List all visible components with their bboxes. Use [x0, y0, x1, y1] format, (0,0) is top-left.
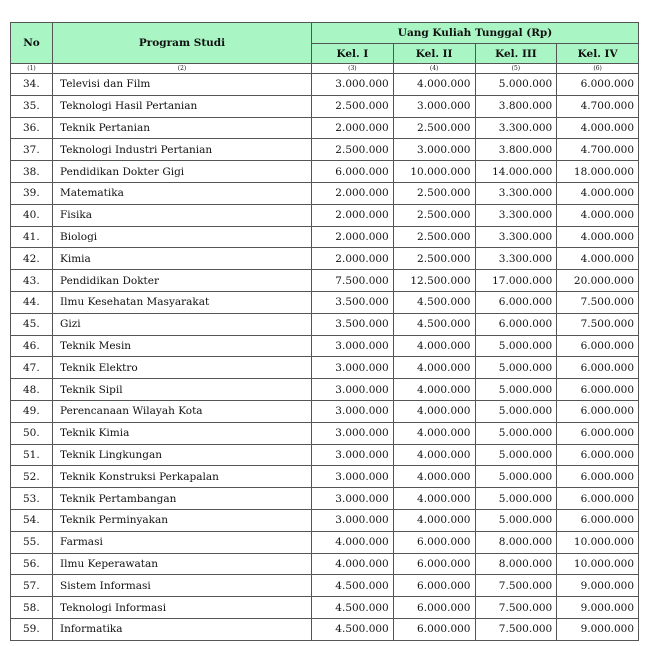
- fee-kel-2: 2.500.000: [393, 182, 475, 204]
- table-body: [11, 74, 639, 641]
- fee-kel-4: 4.000.000: [557, 226, 639, 248]
- program-studi-name: Teknologi Industri Pertanian: [53, 139, 312, 161]
- fee-kel-1: 3.500.000: [312, 313, 394, 335]
- fee-kel-2: 6.000.000: [393, 575, 475, 597]
- fee-kel-4: 10.000.000: [557, 553, 639, 575]
- fee-kel-1: 3.500.000: [312, 291, 394, 313]
- fee-kel-1: 4.500.000: [312, 575, 394, 597]
- column-index: (3): [312, 64, 394, 74]
- row-number: 55.: [11, 531, 53, 553]
- fee-kel-3: 8.000.000: [475, 553, 557, 575]
- ukt-table-wrapper: [10, 22, 639, 641]
- fee-kel-4: 18.000.000: [557, 161, 639, 183]
- program-studi-name: Informatika: [53, 618, 312, 640]
- column-index: (2): [53, 64, 312, 74]
- program-studi-name: Teknik Mesin: [53, 335, 312, 357]
- table-row: [11, 248, 639, 270]
- header-kel-3: Kel. III: [475, 44, 557, 64]
- fee-kel-2: 4.000.000: [393, 74, 475, 96]
- table-row: [11, 291, 639, 313]
- program-studi-name: Ilmu Kesehatan Masyarakat: [53, 291, 312, 313]
- program-studi-name: Teknologi Hasil Pertanian: [53, 95, 312, 117]
- fee-kel-1: 7.500.000: [312, 270, 394, 292]
- fee-kel-2: 4.000.000: [393, 400, 475, 422]
- row-number: 39.: [11, 182, 53, 204]
- fee-kel-1: 3.000.000: [312, 422, 394, 444]
- fee-kel-3: 3.300.000: [475, 117, 557, 139]
- program-studi-name: Ilmu Keperawatan: [53, 553, 312, 575]
- fee-kel-1: 3.000.000: [312, 379, 394, 401]
- fee-kel-1: 3.000.000: [312, 335, 394, 357]
- fee-kel-4: 4.000.000: [557, 248, 639, 270]
- fee-kel-3: 5.000.000: [475, 444, 557, 466]
- fee-kel-3: 17.000.000: [475, 270, 557, 292]
- table-row: [11, 553, 639, 575]
- row-number: 34.: [11, 74, 53, 96]
- row-number: 53.: [11, 488, 53, 510]
- table-row: [11, 270, 639, 292]
- fee-kel-3: 7.500.000: [475, 618, 557, 640]
- fee-kel-3: 5.000.000: [475, 74, 557, 96]
- table-row: [11, 531, 639, 553]
- fee-kel-4: 6.000.000: [557, 379, 639, 401]
- fee-kel-2: 6.000.000: [393, 597, 475, 619]
- program-studi-name: Gizi: [53, 313, 312, 335]
- ukt-table: [10, 22, 639, 641]
- fee-kel-1: 3.000.000: [312, 509, 394, 531]
- row-number: 51.: [11, 444, 53, 466]
- fee-kel-2: 2.500.000: [393, 204, 475, 226]
- fee-kel-4: 9.000.000: [557, 597, 639, 619]
- fee-kel-4: 6.000.000: [557, 422, 639, 444]
- fee-kel-1: 4.000.000: [312, 553, 394, 575]
- fee-kel-3: 6.000.000: [475, 313, 557, 335]
- fee-kel-2: 4.500.000: [393, 291, 475, 313]
- fee-kel-1: 3.000.000: [312, 400, 394, 422]
- program-studi-name: Farmasi: [53, 531, 312, 553]
- fee-kel-3: 5.000.000: [475, 509, 557, 531]
- fee-kel-4: 4.700.000: [557, 139, 639, 161]
- fee-kel-1: 4.500.000: [312, 618, 394, 640]
- row-number: 50.: [11, 422, 53, 444]
- table-row: [11, 226, 639, 248]
- fee-kel-2: 3.000.000: [393, 95, 475, 117]
- fee-kel-4: 4.700.000: [557, 95, 639, 117]
- table-row: [11, 161, 639, 183]
- fee-kel-3: 5.000.000: [475, 400, 557, 422]
- fee-kel-4: 6.000.000: [557, 488, 639, 510]
- program-studi-name: Teknik Pertambangan: [53, 488, 312, 510]
- program-studi-name: Teknik Elektro: [53, 357, 312, 379]
- row-number: 45.: [11, 313, 53, 335]
- fee-kel-3: 3.300.000: [475, 226, 557, 248]
- fee-kel-1: 3.000.000: [312, 444, 394, 466]
- fee-kel-3: 5.000.000: [475, 488, 557, 510]
- fee-kel-4: 7.500.000: [557, 313, 639, 335]
- table-header: [11, 23, 639, 74]
- fee-kel-3: 5.000.000: [475, 466, 557, 488]
- program-studi-name: Perencanaan Wilayah Kota: [53, 400, 312, 422]
- row-number: 52.: [11, 466, 53, 488]
- fee-kel-2: 4.000.000: [393, 466, 475, 488]
- fee-kel-3: 8.000.000: [475, 531, 557, 553]
- fee-kel-3: 14.000.000: [475, 161, 557, 183]
- table-row: [11, 400, 639, 422]
- fee-kel-2: 12.500.000: [393, 270, 475, 292]
- row-number: 49.: [11, 400, 53, 422]
- fee-kel-1: 2.000.000: [312, 248, 394, 270]
- fee-kel-4: 6.000.000: [557, 74, 639, 96]
- table-row: [11, 335, 639, 357]
- program-studi-name: Teknik Konstruksi Perkapalan: [53, 466, 312, 488]
- column-index: (5): [475, 64, 557, 74]
- row-number: 35.: [11, 95, 53, 117]
- column-index: (1): [11, 64, 53, 74]
- fee-kel-2: 6.000.000: [393, 618, 475, 640]
- fee-kel-2: 2.500.000: [393, 248, 475, 270]
- fee-kel-3: 7.500.000: [475, 597, 557, 619]
- fee-kel-2: 4.000.000: [393, 422, 475, 444]
- row-number: 38.: [11, 161, 53, 183]
- table-row: [11, 597, 639, 619]
- fee-kel-3: 5.000.000: [475, 422, 557, 444]
- row-number: 44.: [11, 291, 53, 313]
- fee-kel-1: 3.000.000: [312, 74, 394, 96]
- table-row: [11, 139, 639, 161]
- fee-kel-3: 7.500.000: [475, 575, 557, 597]
- fee-kel-2: 6.000.000: [393, 531, 475, 553]
- program-studi-name: Fisika: [53, 204, 312, 226]
- fee-kel-4: 9.000.000: [557, 618, 639, 640]
- fee-kel-1: 2.500.000: [312, 95, 394, 117]
- fee-kel-3: 3.300.000: [475, 182, 557, 204]
- fee-kel-2: 4.000.000: [393, 357, 475, 379]
- program-studi-name: Teknik Kimia: [53, 422, 312, 444]
- program-studi-name: Televisi dan Film: [53, 74, 312, 96]
- table-row: [11, 575, 639, 597]
- row-number: 36.: [11, 117, 53, 139]
- fee-kel-3: 3.800.000: [475, 95, 557, 117]
- fee-kel-1: 2.500.000: [312, 139, 394, 161]
- row-number: 41.: [11, 226, 53, 248]
- row-number: 57.: [11, 575, 53, 597]
- header-no: No: [11, 23, 53, 64]
- fee-kel-4: 6.000.000: [557, 444, 639, 466]
- program-studi-name: Matematika: [53, 182, 312, 204]
- fee-kel-1: 4.000.000: [312, 531, 394, 553]
- fee-kel-2: 4.000.000: [393, 509, 475, 531]
- column-index: (4): [393, 64, 475, 74]
- column-index: (6): [557, 64, 639, 74]
- fee-kel-4: 4.000.000: [557, 204, 639, 226]
- program-studi-name: Pendidikan Dokter: [53, 270, 312, 292]
- fee-kel-3: 5.000.000: [475, 357, 557, 379]
- row-number: 40.: [11, 204, 53, 226]
- table-row: [11, 618, 639, 640]
- fee-kel-1: 6.000.000: [312, 161, 394, 183]
- table-row: [11, 357, 639, 379]
- table-row: [11, 74, 639, 96]
- program-studi-name: Teknik Pertanian: [53, 117, 312, 139]
- fee-kel-4: 4.000.000: [557, 182, 639, 204]
- program-studi-name: Kimia: [53, 248, 312, 270]
- fee-kel-1: 4.500.000: [312, 597, 394, 619]
- fee-kel-1: 2.000.000: [312, 226, 394, 248]
- fee-kel-1: 3.000.000: [312, 466, 394, 488]
- program-studi-name: Biologi: [53, 226, 312, 248]
- header-kel-4: Kel. IV: [557, 44, 639, 64]
- table-row: [11, 444, 639, 466]
- table-row: [11, 204, 639, 226]
- row-number: 37.: [11, 139, 53, 161]
- fee-kel-3: 5.000.000: [475, 335, 557, 357]
- program-studi-name: Teknik Perminyakan: [53, 509, 312, 531]
- fee-kel-4: 6.000.000: [557, 335, 639, 357]
- fee-kel-3: 3.300.000: [475, 204, 557, 226]
- fee-kel-2: 4.000.000: [393, 335, 475, 357]
- fee-kel-2: 3.000.000: [393, 139, 475, 161]
- fee-kel-4: 6.000.000: [557, 400, 639, 422]
- fee-kel-2: 6.000.000: [393, 553, 475, 575]
- table-row: [11, 313, 639, 335]
- fee-kel-1: 3.000.000: [312, 357, 394, 379]
- table-row: [11, 182, 639, 204]
- fee-kel-2: 4.000.000: [393, 444, 475, 466]
- fee-kel-2: 4.000.000: [393, 379, 475, 401]
- fee-kel-3: 6.000.000: [475, 291, 557, 313]
- fee-kel-4: 6.000.000: [557, 466, 639, 488]
- fee-kel-2: 10.000.000: [393, 161, 475, 183]
- fee-kel-1: 2.000.000: [312, 204, 394, 226]
- program-studi-name: Teknik Lingkungan: [53, 444, 312, 466]
- table-row: [11, 466, 639, 488]
- header-program-studi: Program Studi: [53, 23, 312, 64]
- row-number: 43.: [11, 270, 53, 292]
- fee-kel-1: 2.000.000: [312, 117, 394, 139]
- header-kel-2: Kel. II: [393, 44, 475, 64]
- row-number: 46.: [11, 335, 53, 357]
- table-row: [11, 422, 639, 444]
- table-row: [11, 379, 639, 401]
- fee-kel-4: 10.000.000: [557, 531, 639, 553]
- fee-kel-4: 4.000.000: [557, 117, 639, 139]
- fee-kel-3: 5.000.000: [475, 379, 557, 401]
- row-number: 42.: [11, 248, 53, 270]
- fee-kel-3: 3.800.000: [475, 139, 557, 161]
- program-studi-name: Pendidikan Dokter Gigi: [53, 161, 312, 183]
- program-studi-name: Sistem Informasi: [53, 575, 312, 597]
- row-number: 47.: [11, 357, 53, 379]
- table-row: [11, 95, 639, 117]
- row-number: 54.: [11, 509, 53, 531]
- program-studi-name: Teknik Sipil: [53, 379, 312, 401]
- fee-kel-2: 2.500.000: [393, 226, 475, 248]
- program-studi-name: Teknologi Informasi: [53, 597, 312, 619]
- row-number: 59.: [11, 618, 53, 640]
- table-row: [11, 509, 639, 531]
- table-row: [11, 117, 639, 139]
- fee-kel-4: 7.500.000: [557, 291, 639, 313]
- fee-kel-2: 4.000.000: [393, 488, 475, 510]
- fee-kel-3: 3.300.000: [475, 248, 557, 270]
- fee-kel-4: 9.000.000: [557, 575, 639, 597]
- header-ukt-group: Uang Kuliah Tunggal (Rp): [312, 23, 639, 44]
- row-number: 56.: [11, 553, 53, 575]
- fee-kel-4: 20.000.000: [557, 270, 639, 292]
- fee-kel-4: 6.000.000: [557, 509, 639, 531]
- fee-kel-2: 2.500.000: [393, 117, 475, 139]
- fee-kel-1: 2.000.000: [312, 182, 394, 204]
- fee-kel-4: 6.000.000: [557, 357, 639, 379]
- row-number: 58.: [11, 597, 53, 619]
- row-number: 48.: [11, 379, 53, 401]
- fee-kel-1: 3.000.000: [312, 488, 394, 510]
- header-kel-1: Kel. I: [312, 44, 394, 64]
- table-row: [11, 488, 639, 510]
- fee-kel-2: 4.500.000: [393, 313, 475, 335]
